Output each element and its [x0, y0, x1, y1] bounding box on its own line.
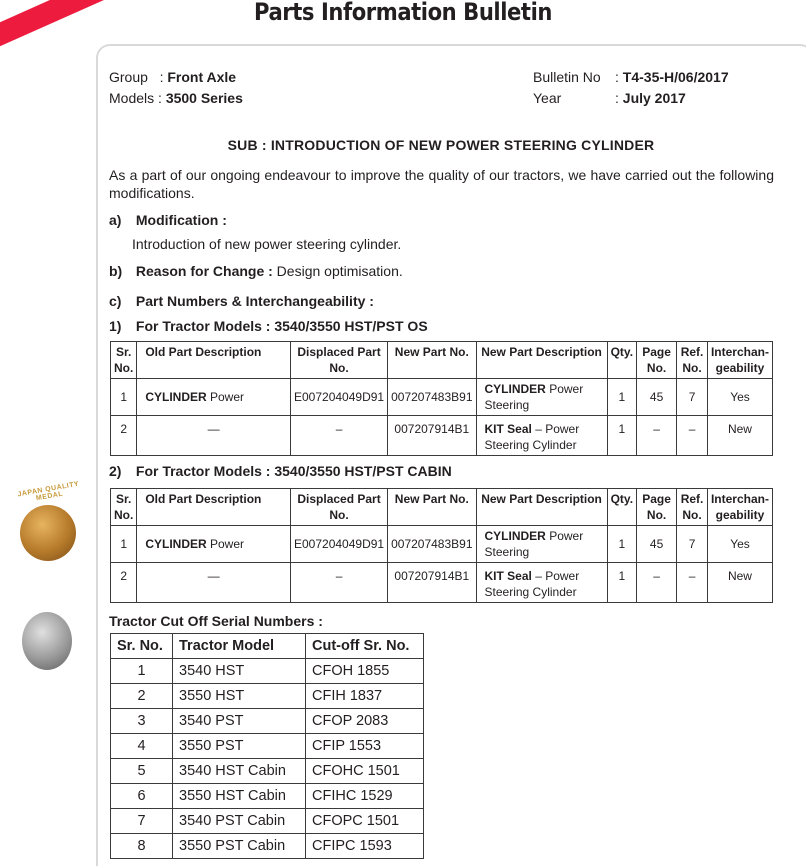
- section-c-title: Part Numbers & Interchangeability :: [135, 293, 374, 309]
- table-row: [111, 416, 773, 456]
- cell-displaced: –: [291, 416, 388, 456]
- table-header-row: [111, 342, 773, 379]
- col-old-desc: Old Part Description: [137, 489, 291, 526]
- table-row: [111, 379, 773, 416]
- col-new-no: New Part No.: [388, 489, 476, 526]
- bulletin-label: Bulletin No: [533, 69, 601, 85]
- group-row: Group : Front Axle: [109, 69, 237, 85]
- col-ref: Ref. No.: [677, 489, 708, 526]
- cell-old-desc: [137, 526, 291, 563]
- new-desc-bold: CYLINDER: [484, 382, 546, 396]
- new-desc-rest: Power Steering: [484, 382, 584, 412]
- cell-cutoff: CFIHC 1529: [306, 784, 424, 809]
- section-a-body: Introduction of new power steering cylinder.: [132, 236, 402, 252]
- col-page: Page No.: [637, 342, 677, 379]
- table-header-row: [111, 489, 773, 526]
- col-sr: Sr. No.: [111, 489, 137, 526]
- table-row: [111, 684, 424, 709]
- old-desc-rest: Power: [206, 537, 245, 551]
- cell-displaced: E007204049D91: [291, 526, 388, 563]
- cell-qty: 1: [607, 526, 636, 563]
- section-b: [109, 263, 403, 279]
- table-row: [111, 734, 424, 759]
- cell-sr: 6: [111, 784, 173, 809]
- col-new-no: New Part No.: [388, 342, 476, 379]
- col-cutoff: Cut-off Sr. No.: [306, 634, 424, 659]
- col-old-desc: Old Part Description: [137, 342, 291, 379]
- cell-model: 3550 PST: [173, 734, 306, 759]
- table2-heading: [109, 463, 452, 479]
- cell-sr: 4: [111, 734, 173, 759]
- cell-sr: 7: [111, 809, 173, 834]
- models-value: 3500 Series: [165, 90, 243, 106]
- section-a-title: Modification :: [135, 212, 227, 228]
- table-row: [111, 809, 424, 834]
- old-desc-rest: Power: [206, 390, 245, 404]
- bulletin-value: T4-35-H/06/2017: [622, 69, 729, 85]
- col-interchangeability: Interchan-geability: [707, 342, 772, 379]
- intro-paragraph: As a part of our ongoing endeavour to improve the quality of our tractors, we have carried out the following modifications.: [109, 167, 774, 201]
- cell-cutoff: CFIP 1553: [306, 734, 424, 759]
- cell-cutoff: CFIH 1837: [306, 684, 424, 709]
- cell-interchangeability: New: [707, 563, 772, 603]
- cell-page: –: [637, 563, 677, 603]
- japan-quality-medal-icon: [20, 505, 76, 561]
- new-desc-rest: Power Steering: [484, 529, 584, 559]
- year-label: Year: [533, 90, 562, 106]
- cutoff-title: Tractor Cut Off Serial Numbers :: [109, 613, 323, 629]
- table-row: [111, 563, 773, 603]
- cell-sr: 2: [111, 563, 137, 603]
- cell-sr: 3: [111, 709, 173, 734]
- cell-page: –: [637, 416, 677, 456]
- new-desc-bold: CYLINDER: [484, 529, 546, 543]
- bulletin-row: Bulletin No : T4-35-H/06/2017: [533, 67, 729, 88]
- cell-model: 3540 PST: [173, 709, 306, 734]
- cell-sr: 1: [111, 526, 137, 563]
- cell-old-desc: [137, 416, 291, 456]
- new-desc-rest: – Power Steering Cylinder: [484, 422, 580, 452]
- cell-interchangeability: Yes: [707, 526, 772, 563]
- cell-new-no: 007207914B1: [388, 563, 476, 603]
- cell-cutoff: CFOPC 1501: [306, 809, 424, 834]
- cell-sr: 5: [111, 759, 173, 784]
- table-row: [111, 834, 424, 859]
- section-c-heading: [109, 293, 374, 309]
- section-b-body: Design optimisation.: [272, 263, 403, 279]
- cell-qty: 1: [607, 379, 636, 416]
- table-row: [111, 526, 773, 563]
- new-desc-bold: KIT Seal: [484, 422, 532, 436]
- col-interchangeability: Interchan-geability: [707, 489, 772, 526]
- table-header-row: [111, 634, 424, 659]
- deming-medal-icon: [22, 612, 72, 670]
- cell-new-desc: [476, 416, 607, 456]
- col-model: Tractor Model: [173, 634, 306, 659]
- cell-cutoff: CFOHC 1501: [306, 759, 424, 784]
- page-title: Parts Information Bulletin: [254, 0, 552, 26]
- old-desc-rest: —: [207, 569, 220, 583]
- cell-old-desc: [137, 563, 291, 603]
- cell-ref: 7: [677, 379, 708, 416]
- cell-page: 45: [637, 379, 677, 416]
- cell-qty: 1: [607, 416, 636, 456]
- cell-new-desc: [476, 563, 607, 603]
- cell-interchangeability: New: [707, 416, 772, 456]
- cutoff-table: [110, 633, 424, 859]
- cell-old-desc: [137, 379, 291, 416]
- section-b-label: b): [109, 263, 123, 279]
- cell-new-no: 007207914B1: [388, 416, 476, 456]
- group-label: Group: [109, 69, 148, 85]
- cell-sr: 1: [111, 659, 173, 684]
- col-new-desc: New Part Description: [476, 342, 607, 379]
- section-a-heading: [109, 212, 227, 228]
- old-desc-rest: —: [207, 422, 220, 436]
- cell-cutoff: CFIPC 1593: [306, 834, 424, 859]
- new-desc-bold: KIT Seal: [484, 569, 532, 583]
- section-a-label: a): [109, 212, 122, 228]
- new-desc-rest: – Power Steering Cylinder: [484, 569, 580, 599]
- models-row: Models : 3500 Series: [109, 90, 243, 106]
- table2-label: 2): [109, 463, 122, 479]
- col-new-desc: New Part Description: [476, 489, 607, 526]
- cell-qty: 1: [607, 563, 636, 603]
- cell-sr: 1: [111, 379, 137, 416]
- cell-ref: –: [677, 563, 708, 603]
- old-desc-bold: CYLINDER: [145, 390, 207, 404]
- group-value: Front Axle: [167, 69, 237, 85]
- cell-sr: 2: [111, 684, 173, 709]
- old-desc-bold: CYLINDER: [145, 537, 207, 551]
- meta-right: [533, 67, 729, 109]
- cell-displaced: E007204049D91: [291, 379, 388, 416]
- cell-page: 45: [637, 526, 677, 563]
- cell-model: 3540 HST: [173, 659, 306, 684]
- table2-title: For Tractor Models : 3540/3550 HST/PST CABIN: [135, 463, 452, 479]
- cell-new-no: 007207483B91: [388, 526, 476, 563]
- table1-heading: [109, 318, 428, 334]
- col-sr: Sr. No.: [111, 634, 173, 659]
- section-b-title: Reason for Change :: [135, 263, 273, 279]
- cell-cutoff: CFOH 1855: [306, 659, 424, 684]
- cell-displaced: –: [291, 563, 388, 603]
- cell-new-desc: [476, 526, 607, 563]
- section-c-label: c): [109, 293, 122, 309]
- cell-model: 3550 PST Cabin: [173, 834, 306, 859]
- medal-caption: JAPAN QUALITY MEDAL: [17, 480, 80, 503]
- cell-model: 3550 HST: [173, 684, 306, 709]
- cell-ref: 7: [677, 526, 708, 563]
- cell-interchangeability: Yes: [707, 379, 772, 416]
- models-label: Models: [109, 90, 155, 106]
- cell-model: 3550 HST Cabin: [173, 784, 306, 809]
- cell-model: 3540 HST Cabin: [173, 759, 306, 784]
- cell-new-desc: [476, 379, 607, 416]
- table1-title: For Tractor Models : 3540/3550 HST/PST OS: [135, 318, 428, 334]
- col-qty: Qty.: [607, 489, 636, 526]
- table-row: [111, 759, 424, 784]
- table-row: [111, 784, 424, 809]
- table-row: [111, 709, 424, 734]
- parts-table-os: [110, 341, 773, 456]
- year-row: Year : July 2017: [533, 88, 729, 109]
- col-displaced: Displaced Part No.: [291, 489, 388, 526]
- subject-heading: SUB : INTRODUCTION OF NEW POWER STEERING CYLINDER: [227, 137, 655, 153]
- table-row: [111, 659, 424, 684]
- col-ref: Ref. No.: [677, 342, 708, 379]
- col-sr: Sr. No.: [111, 342, 137, 379]
- cell-sr: 8: [111, 834, 173, 859]
- col-qty: Qty.: [607, 342, 636, 379]
- table1-label: 1): [109, 318, 122, 334]
- cell-new-no: 007207483B91: [388, 379, 476, 416]
- parts-table-cabin: [110, 488, 773, 603]
- col-page: Page No.: [637, 489, 677, 526]
- cell-ref: –: [677, 416, 708, 456]
- year-value: July 2017: [622, 90, 686, 106]
- cell-sr: 2: [111, 416, 137, 456]
- meta-left: [109, 67, 243, 109]
- cell-model: 3540 PST Cabin: [173, 809, 306, 834]
- cell-cutoff: CFOP 2083: [306, 709, 424, 734]
- col-displaced: Displaced Part No.: [291, 342, 388, 379]
